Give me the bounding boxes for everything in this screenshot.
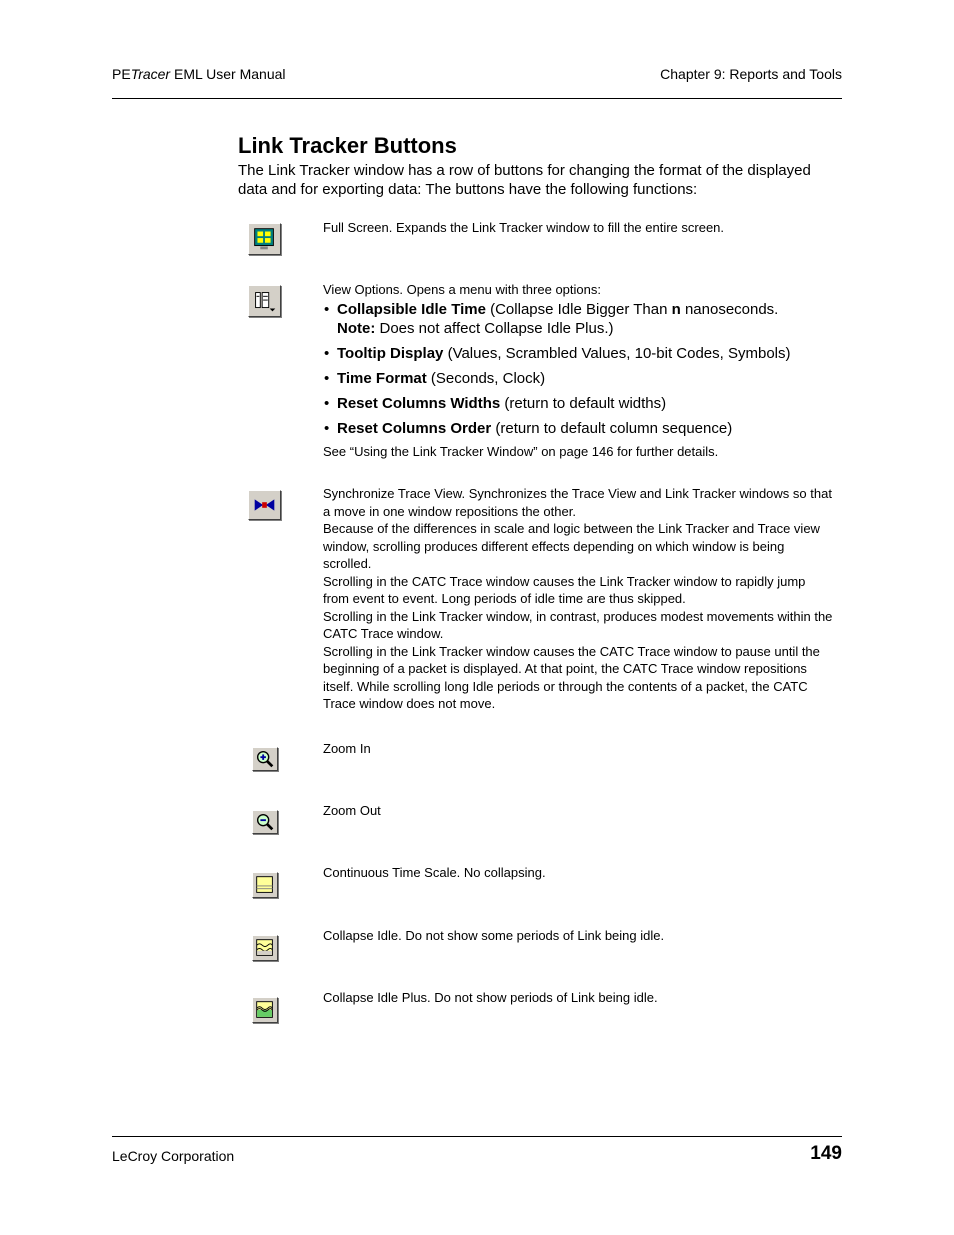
option-detail-cont: nanoseconds. bbox=[680, 301, 779, 318]
footer-company: LeCroy Corporation bbox=[112, 1148, 235, 1164]
option-detail: (return to default column sequence) bbox=[491, 420, 733, 437]
zoom-out-description: Zoom Out bbox=[323, 803, 381, 818]
view-option-reset-order bbox=[323, 419, 833, 438]
view-options-description: View Options. Opens a menu with three options: bbox=[323, 282, 601, 297]
view-options-see-also: See “Using the Link Tracker Window” on page 146 for further details. bbox=[323, 444, 719, 459]
zoom-in-icon bbox=[252, 747, 278, 771]
option-name: Time Format bbox=[337, 370, 427, 387]
running-header-chapter: Chapter 9: Reports and Tools bbox=[660, 66, 842, 82]
note-label: Note: bbox=[337, 320, 376, 337]
header-title-prefix: PE bbox=[112, 66, 131, 82]
sync-paragraph: Because of the differences in scale and logic between the Link Tracker and Trace view window, scrolling produces different effects depending on which window is being scrolled. bbox=[323, 521, 820, 571]
option-name: Reset Columns Widths bbox=[337, 395, 501, 412]
view-options-icon bbox=[248, 285, 281, 317]
collapse-idle-description: Collapse Idle. Do not show some periods of Link being idle. bbox=[323, 928, 665, 943]
option-detail: (Values, Scrambled Values, 10-bit Codes, Symbols) bbox=[443, 345, 791, 362]
synchronize-description bbox=[323, 485, 833, 713]
option-detail: (return to default widths) bbox=[500, 395, 667, 412]
option-name: Tooltip Display bbox=[337, 345, 444, 362]
view-option-collapsible-idle bbox=[323, 300, 833, 338]
footer-rule bbox=[112, 1136, 842, 1137]
collapse-idle-plus-description: Collapse Idle Plus. Do not show periods of Link being idle. bbox=[323, 990, 658, 1005]
zoom-in-description: Zoom In bbox=[323, 741, 371, 756]
view-options-list bbox=[323, 300, 833, 444]
running-header-title bbox=[112, 66, 286, 82]
sync-paragraph: Synchronize Trace View. Synchronizes the Trace View and Link Tracker windows so that a move in one window repositions the other. bbox=[323, 486, 832, 519]
full-screen-icon bbox=[248, 223, 281, 255]
view-option-reset-widths bbox=[323, 394, 833, 413]
sync-paragraph: Scrolling in the CATC Trace window causes the Link Tracker window to rapidly jump from event to event. Long periods of idle time are thus skipped. bbox=[323, 573, 806, 606]
synchronize-icon bbox=[248, 490, 281, 520]
option-detail: (Collapse Idle Bigger Than bbox=[485, 301, 672, 318]
header-title-italic: Tracer bbox=[130, 66, 171, 82]
section-title: Link Tracker Buttons bbox=[238, 133, 457, 158]
option-variable: n bbox=[671, 301, 681, 318]
sync-paragraph: Scrolling in the Link Tracker window causes the CATC Trace window to pause until the beginning of a packet is displayed. At that point, the CATC Trace window repositions itself. While scrolling long Idle periods or through the contents of a packet, the CATC Trace window does not move. bbox=[323, 643, 820, 711]
view-option-tooltip-display bbox=[323, 344, 833, 363]
view-option-time-format bbox=[323, 369, 833, 388]
note-text: Does not affect Collapse Idle Plus.) bbox=[375, 320, 614, 337]
option-name: Collapsible Idle Time bbox=[337, 301, 486, 318]
section-intro: The Link Tracker window has a row of buttons for changing the format of the displayed data and for exporting data: The buttons have the following functions: bbox=[238, 162, 811, 198]
full-screen-description: Full Screen. Expands the Link Tracker window to fill the entire screen. bbox=[323, 220, 725, 235]
page-number: 149 bbox=[810, 1143, 842, 1164]
option-name: Reset Columns Order bbox=[337, 420, 492, 437]
sync-paragraph: Scrolling in the Link Tracker window, in contrast, produces modest movements within the CATC Trace window. bbox=[323, 608, 833, 641]
collapse-idle-plus-icon bbox=[252, 997, 278, 1023]
header-title-suffix: EML User Manual bbox=[170, 66, 286, 82]
collapse-idle-icon bbox=[252, 935, 278, 961]
option-detail: (Seconds, Clock) bbox=[426, 370, 546, 387]
zoom-out-icon bbox=[252, 810, 278, 834]
continuous-description: Continuous Time Scale. No collapsing. bbox=[323, 865, 546, 880]
continuous-time-scale-icon bbox=[252, 872, 278, 898]
header-rule bbox=[112, 98, 842, 99]
